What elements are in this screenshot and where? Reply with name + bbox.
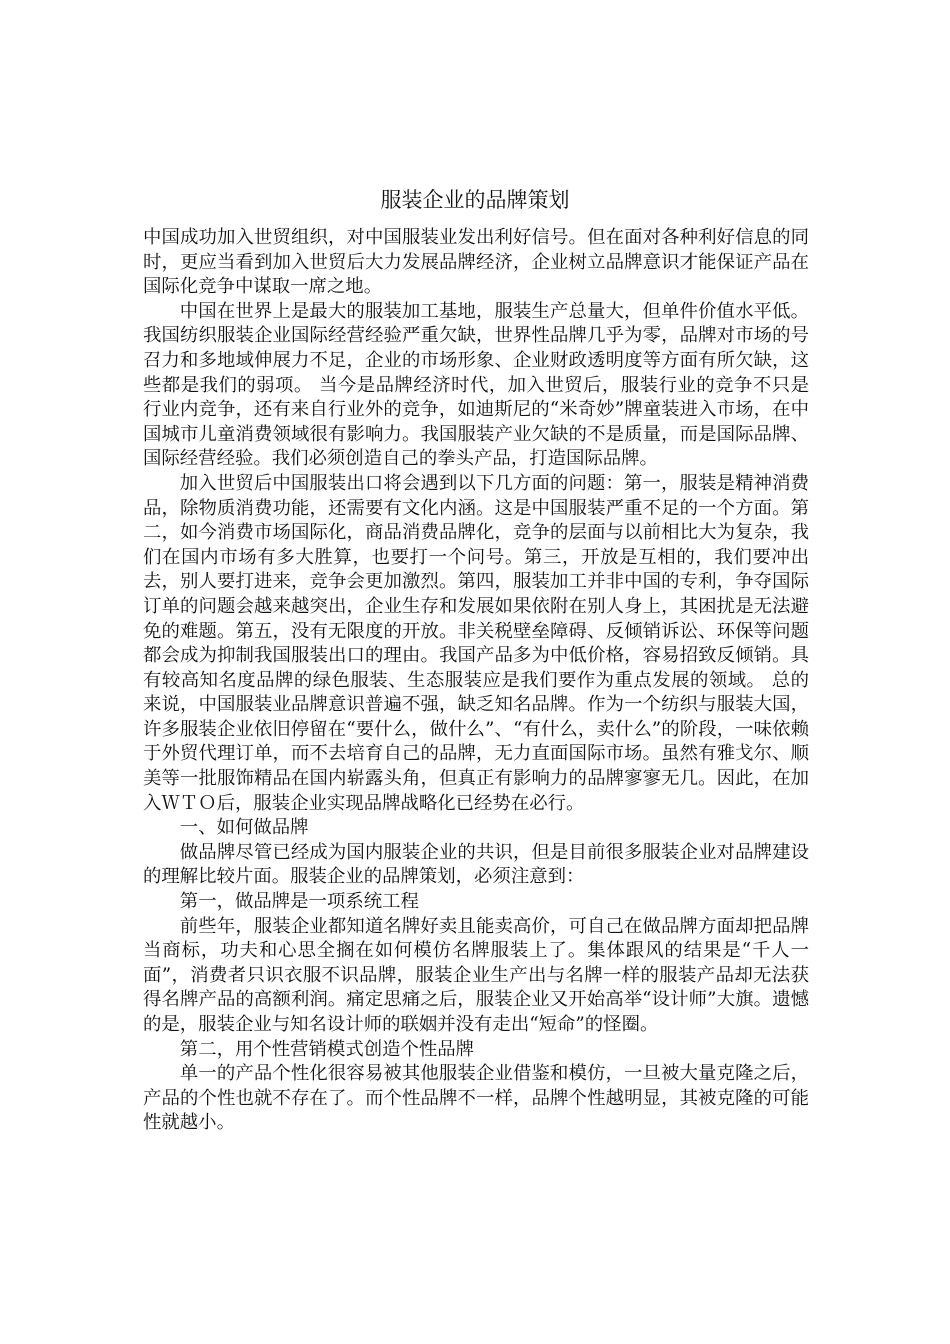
subsection-heading: 第一，做品牌是一项系统工程 (179, 891, 419, 913)
document-body (143, 226, 809, 1136)
paragraph: 前些年，服装企业都知道名牌好卖且能卖高价，可自己在做品牌方面却把品牌当商标，功夫和心思全搁在如何模仿名牌服装上了。集体跟风的结果是“千人一面”，消费者只识衣服不识品牌，服装企业生产出与名牌一样的服装产品却无法获得名牌产品的高额利润。痛定思痛之后，服装企业又开始高举“设计师”大旗。遗憾的是，服装企业与知名设计师的联姻并没有走出“短命”的怪圈。 (143, 915, 809, 1035)
subsection-heading: 第二，用个性营销模式创造个性品牌 (179, 1038, 475, 1060)
document-title: 服装企业的品牌策划 (380, 188, 570, 212)
paragraph: 加入世贸后中国服装出口将会遇到以下几方面的问题：第一，服装是精神消费品，除物质消费功能，还需要有文化内涵。这是中国服装严重不足的一个方面。第二，如今消费市场国际化，商品消费品牌化，竞争的层面与以前相比大为复杂，我们在国内市场有多大胜算，也要打一个问号。第三，开放是互相的，我们要冲出去，别人要打进来，竞争会更加激烈。第四，服装加工并非中国的专利，争夺国际订单的问题会越来越突出，企业生存和发展如果依附在别人身上，其困扰是无法避免的难题。第五，没有无限度的开放。非关税壁垒障碍、反倾销诉讼、环保等问题都会成为抑制我国服装出口的理由。我国产品多为中低价格，容易招致反倾销。具有较高知名度品牌的绿色服装、生态服装应是我们要作为重点发展的领域。 总的来说，中国服装业品牌意识普遍不强，缺乏知名品牌。作为一个纺织与服装大国，许多服装企业依旧停留在“要什么，做什么”、“有什么，卖什么”的阶段，一味依赖于外贸代理订单，而不去培育自己的品牌，无力直面国际市场。虽然有雅戈尔、顺美等一批服饰精品在国内崭露头角，但真正有影响力的品牌寥寥无几。因此，在加入ＷＴＯ后，服装企业实现品牌战略化已经势在必行。 (143, 472, 809, 814)
paragraph: 中国在世界上是最大的服装加工基地，服装生产总量大，但单件价值水平低。我国纺织服装企业国际经营经验严重欠缺，世界性品牌几乎为零，品牌对市场的号召力和多地域伸展力不足，企业的市场形象、企业财政透明度等方面有所欠缺，这些都是我们的弱项。 当今是品牌经济时代，加入世贸后，服装行业的竞争不只是行业内竞争，还有来自行业外的竞争，如迪斯尼的“米奇妙”牌童装进入市场，在中国城市儿童消费领域很有影响力。我国服装产业欠缺的不是质量，而是国际品牌、国际经营经验。我们必须创造自己的拳头产品，打造国际品牌。 (143, 300, 809, 470)
paragraph: 单一的产品个性化很容易被其他服装企业借鉴和模仿，一旦被大量克隆之后，产品的个性也就不存在了。而个性品牌不一样，品牌个性越明显，其被克隆的可能性就越小。 (143, 1063, 809, 1134)
section-heading: 一、如何做品牌 (179, 817, 309, 839)
paragraph: 做品牌尽管已经成为国内服装企业的共识，但是目前很多服装企业对品牌建设的理解比较片面。服装企业的品牌策划，必须注意到： (143, 841, 809, 888)
paragraph-intro: 中国成功加入世贸组织，对中国服装业发出利好信号。但在面对各种利好信息的同时，更应当看到加入世贸后大力发展品牌经济，企业树立品牌意识才能保证产品在国际化竞争中谋取一席之地。 (143, 227, 809, 298)
